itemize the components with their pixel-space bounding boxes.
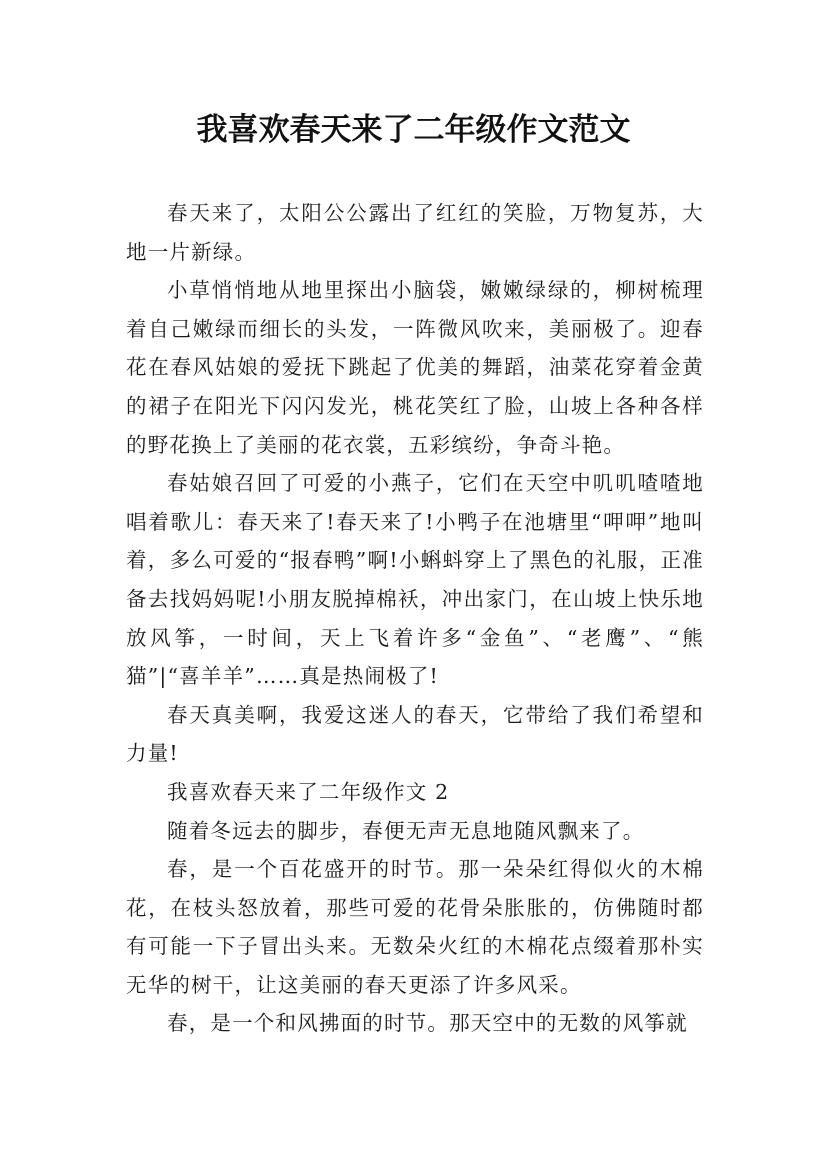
- paragraph: 随着冬远去的脚步，春便无声无息地随风飘来了。: [167, 818, 645, 843]
- paragraph: 春天真美啊，我爱这迷人的春天，它带给了我们希望和力量!: [126, 702, 704, 766]
- paragraph: 春，是一个和风拂面的时节。那天空中的无数的风筝就: [167, 1011, 688, 1036]
- section-heading: 我喜欢春天来了二年级作文 2: [167, 779, 450, 804]
- paragraph: 春姑娘召回了可爱的小燕子，它们在天空中叽叽喳喳地唱着歌儿：春天来了!春天来了!小鸭子在池塘里“呷呷”地叫着，多么可爱的“报春鸭”啊!小蝌蚪穿上了黑色的礼服，正准备去找妈妈呢!小朋友脱掉棉袄，冲出家门，在山坡上快乐地放风筝，一时间，天上飞着许多“金鱼”、“老鹰”、“熊猫”|“喜羊羊”……真是热闹极了!: [126, 471, 704, 689]
- paragraph: 春天来了，太阳公公露出了红红的笑脸，万物复苏，大地一片新绿。: [126, 201, 704, 264]
- paragraph: 小草悄悄地从地里探出小脑袋，嫩嫩绿绿的，柳树梳理着自己嫩绿而细长的头发，一阵微风吹来，美丽极了。迎春花在春风姑娘的爱抚下跳起了优美的舞蹈，油菜花穿着金黄的裙子在阳光下闪闪发光，桃花笑红了脸，山坡上各种各样的野花换上了美丽的花衣裳，五彩缤纷，争奇斗艳。: [126, 278, 704, 457]
- document-body: [126, 194, 704, 1043]
- paragraph: 春，是一个百花盛开的时节。那一朵朵红得似火的木棉花，在枝头怒放着，那些可爱的花骨朵胀胀的，仿佛随时都有可能一下子冒出头来。无数朵火红的木棉花点缀着那朴实无华的树干，让这美丽的春天更添了许多风采。: [126, 857, 704, 997]
- document-title: 我喜欢春天来了二年级作文范文: [196, 112, 631, 148]
